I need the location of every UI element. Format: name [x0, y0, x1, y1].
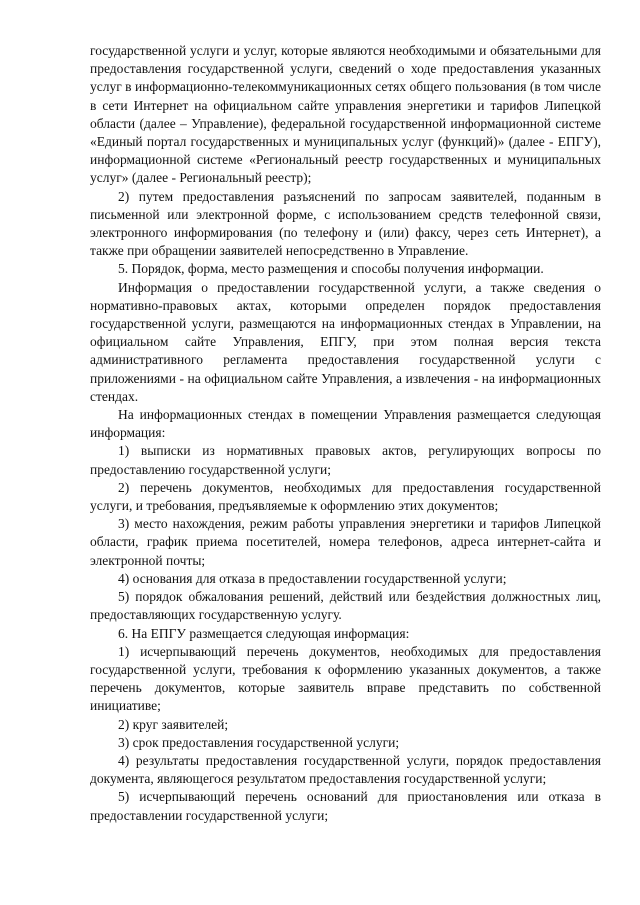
paragraph-stands-intro: На информационных стендах в помещении Управления размещается следующая информация: — [90, 407, 601, 441]
paragraph-stands-item-3: 3) место нахождения, режим работы управления энергетики и тарифов Липецкой области, график приема посетителей, номера телефонов, адреса интернет-сайта и электронной почты; — [90, 516, 601, 568]
paragraph-stands-item-4: 4) основания для отказа в предоставлении государственной услуги; — [118, 570, 507, 586]
paragraph-stands-item-5: 5) порядок обжалования решений, действий или бездействия должностных лиц, предоставляющих государственную услугу. — [90, 589, 601, 623]
paragraph-epgu-item-4: 4) результаты предоставления государственной услуги, порядок предоставления документа, являющегося результатом предоставления государственной услуги; — [90, 752, 601, 787]
paragraph-epgu-item-1: 1) исчерпывающий перечень документов, необходимых для предоставления государственной услуги, требования к оформлению указанных документов, а также перечень документов, которые заявитель вправе представить по собственной инициативе; — [90, 643, 601, 714]
paragraph-epgu-item-2: 2) круг заявителей; — [118, 716, 229, 732]
paragraph-stands-item-1: 1) выписки из нормативных правовых актов, регулирующих вопросы по предоставлению государственной услуги; — [90, 443, 601, 477]
paragraph-section-5-heading: 5. Порядок, форма, место размещения и способы получения информации. — [118, 261, 544, 277]
paragraph-epgu-item-3: 3) срок предоставления государственной услуги; — [118, 734, 400, 750]
paragraph-section-6-heading: 6. На ЕПГУ размещается следующая информация: — [118, 625, 410, 641]
paragraph-continuation: государственной услуги и услуг, которые являются необходимыми и обязательными для предоставления государственной услуги, сведений о ходе предоставления указанных услуг в информационно-телекоммуникационных сетях общего пользования (в том числе в сети Интернет на официальном сайте управления энергетики и тарифов Липецкой области (далее – Управление), федеральной государственной информационной системе «Единый портал государственных и муниципальных услуг (функций)» (далее - ЕПГУ), информационной системе «Региональный реестр государственных и муниципальных услуг» (далее - Региональный реестр); — [90, 43, 601, 186]
paragraph-item-2-clarifications: 2) путем предоставления разъяснений по запросам заявителей, поданным в письменной или электронной форме, с использованием средств телефонной связи, электронного информирования (по телефону и (или) факсу, через сеть Интернет), а также при обращении заявителей непосредственно в Управление. — [90, 188, 601, 259]
paragraph-stands-item-2: 2) перечень документов, необходимых для предоставления государственной услуги, и требования, предъявляемые к оформлению этих документов; — [90, 479, 601, 514]
paragraph-epgu-item-5: 5) исчерпывающий перечень оснований для приостановления или отказа в предоставлении государственной услуги; — [90, 789, 601, 823]
paragraph-information-placement: Информация о предоставлении государственной услуги, а также сведения о нормативно-правовых актах, которыми определен порядок предоставления государственной услуги, размещаются на информационных стендах в Управлении, на официальном сайте Управления, ЕПГУ, при этом полная версия текста административного регламента предоставления государственной услуги с приложениями - на официальном сайте Управления, а извлечения - на информационных стендах. — [90, 279, 601, 404]
document-page — [90, 42, 601, 825]
